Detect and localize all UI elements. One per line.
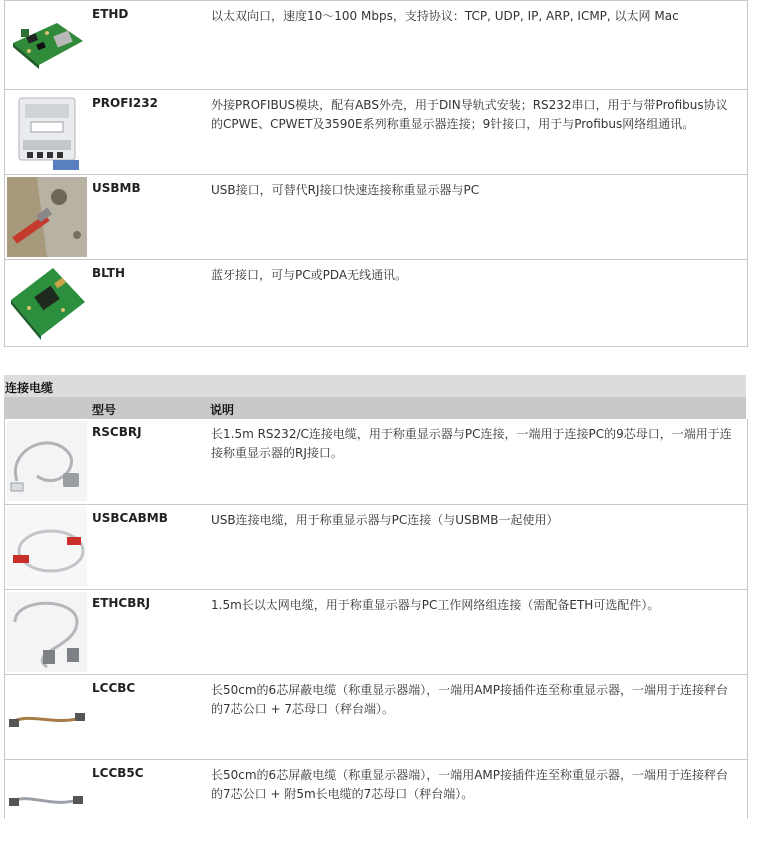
model-description: 外接PROFIBUS模块，配有ABS外壳，用于DIN导轨式安装；RS232串口，用于与带Profibus协议的CPWE、CPWET及3590E系列称重显示器连接；9针接口，用于与Profibus网络组通讯。: [211, 98, 728, 131]
ethernet-board-icon: [7, 3, 87, 83]
table-row: [5, 259, 747, 344]
din-rail-module-icon: [7, 92, 87, 172]
model-name: RSCBRJ: [92, 425, 142, 439]
model-description: 长50cm的6芯屏蔽电缆（称重显示器端），一端用AMP接插件连至称重显示器，一端用于连接秤台的7芯公口 + 7芯母口（秤台端）。: [211, 683, 728, 716]
table-row: [5, 759, 747, 844]
shielded-cable-icon: [7, 677, 87, 757]
table-row: [5, 174, 747, 259]
table-row: [5, 674, 747, 759]
bluetooth-board-icon: [7, 262, 87, 342]
column-header: [4, 397, 746, 419]
model-name: ETHCBRJ: [92, 596, 151, 610]
model-name: PROFI232: [92, 96, 158, 110]
serial-cable-icon: [7, 421, 87, 501]
table-row: [5, 419, 747, 504]
model-name: ETHD: [92, 7, 129, 21]
model-description: 以太双向口，速度10～100 Mbps，支持协议：TCP, UDP, IP, ARP, ICMP, 以太网 Mac: [211, 9, 679, 23]
model-name: BLTH: [92, 266, 126, 280]
usb-cable-icon: [7, 507, 87, 587]
column-header-description: 说明: [210, 403, 235, 417]
model-name: LCCB5C: [92, 766, 144, 780]
modules-table: [4, 0, 748, 347]
model-name: LCCBC: [92, 681, 136, 695]
model-description: 蓝牙接口，可与PC或PDA无线通讯。: [211, 268, 408, 282]
usb-panel-icon: [7, 177, 87, 257]
table-row: [5, 589, 747, 674]
cables-table: [4, 419, 748, 819]
model-name: USBMB: [92, 181, 141, 195]
ethernet-cable-icon: [7, 592, 87, 672]
model-description: 长50cm的6芯屏蔽电缆（称重显示器端），一端用AMP接插件连至称重显示器，一端用于连接秤台的7芯公口 + 附5m长电缆的7芯母口（秤台端）。: [211, 768, 728, 801]
model-description: USB连接电缆，用于称重显示器与PC连接（与USBMB一起使用）: [211, 513, 559, 527]
long-cable-icon: [7, 762, 87, 842]
model-name: USBCABMB: [92, 511, 168, 525]
column-header-model: 型号: [92, 403, 117, 417]
table-row: [5, 89, 747, 174]
table-row: [5, 504, 747, 589]
table-row: [5, 1, 747, 89]
model-description: 1.5m长以太网电缆，用于称重显示器与PC工作网络组连接（需配备ETH可选配件）。: [211, 598, 660, 612]
section-header: [4, 375, 746, 397]
section-title: 连接电缆: [5, 381, 54, 395]
model-description: 长1.5m RS232/C连接电缆，用于称重显示器与PC连接，一端用于连接PC的9芯母口，一端用于连接称重显示器的RJ接口。: [211, 427, 732, 460]
model-description: USB接口，可替代RJ接口快速连接称重显示器与PC: [211, 183, 480, 197]
